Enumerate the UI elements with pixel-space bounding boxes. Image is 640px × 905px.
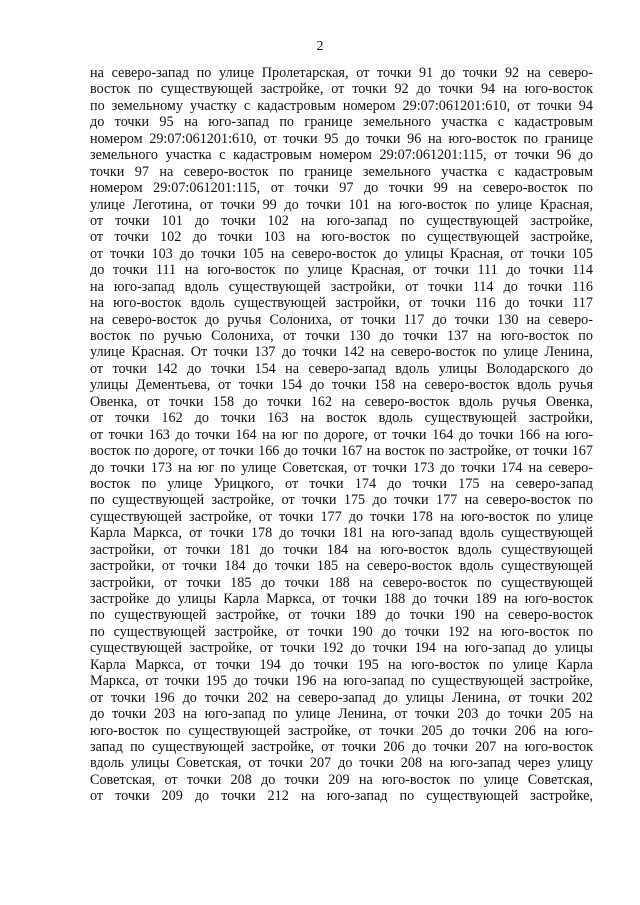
text-line: застройки, от точки 185 до точки 188 на северо-восток по существующей xyxy=(90,574,593,591)
text-line: по существующей застройке, от точки 189 до точки 190 на северо-восток xyxy=(90,607,593,624)
text-line: до точки 173 на юг по улице Советская, от точки 173 до точки 174 на северо- xyxy=(90,459,593,476)
text-line: Советская, от точки 208 до точки 209 на юго-восток по улице Советская, xyxy=(90,771,593,788)
text-line: улице Красная. От точки 137 до точки 142 на северо-восток по улице Ленина, xyxy=(90,344,593,361)
text-line: Карла Маркса, от точки 194 до точки 195 на юго-восток по улице Карла xyxy=(90,656,593,673)
text-line: застройки, от точки 184 до точки 185 на северо-восток вдоль существующей xyxy=(90,558,593,575)
text-line: вдоль улицы Советская, от точки 207 до точки 208 на юго-запад через улицу xyxy=(90,755,593,772)
text-line: на юго-восток вдоль существующей застройки, от точки 116 до точки 117 xyxy=(90,295,593,312)
text-line: от точки 102 до точки 103 на юго-восток по существующей застройке, xyxy=(90,229,593,246)
text-line: от точки 162 до точки 163 на восток вдоль существующей застройки, xyxy=(90,410,593,427)
text-line: Маркса, от точки 195 до точки 196 на юго-запад по существующей застройке, xyxy=(90,673,593,690)
text-line: от точки 142 до точки 154 на северо-запад вдоль улицы Володарского до xyxy=(90,360,593,377)
text-line: восток по улице Урицкого, от точки 174 до точки 175 на северо-запад xyxy=(90,475,593,492)
text-line: существующей застройке, от точки 192 до точки 194 на юго-запад до улицы xyxy=(90,640,593,657)
text-line: точки 97 на северо-восток по границе земельного участка с кадастровым xyxy=(90,163,593,180)
text-line: Карла Маркса, от точки 178 до точки 181 на юго-запад вдоль существующей xyxy=(90,525,593,542)
text-line: до точки 95 на юго-запад по границе земельного участка с кадастровым xyxy=(90,114,593,131)
text-line: застройки, от точки 181 до точки 184 на юго-восток вдоль существующей xyxy=(90,541,593,558)
text-line: восток по существующей застройке, от точки 92 до точки 94 на юго-восток xyxy=(90,81,593,98)
text-line: юго-восток по существующей застройке, от точки 205 до точки 206 на юго- xyxy=(90,722,593,739)
text-line: улицы Дементьева, от точки 154 до точки 158 на северо-восток вдоль ручья xyxy=(90,377,593,394)
body-text xyxy=(90,65,593,805)
text-line: по земельному участку с кадастровым номером 29:07:061201:610, от точки 94 xyxy=(90,97,593,114)
page-number: 2 xyxy=(316,39,324,54)
text-line: по существующей застройке, от точки 175 до точки 177 на северо-восток по xyxy=(90,492,593,509)
text-line: застройке до улицы Карла Маркса, от точки 188 до точки 189 на юго-восток xyxy=(90,591,593,607)
text-line: на юго-запад вдоль существующей застройки, от точки 114 до точки 116 xyxy=(90,278,593,295)
text-line: восток по дороге, от точки 166 до точки 167 на восток по застройке, от точки 167 xyxy=(90,443,593,460)
text-line: по существующей застройке, от точки 190 до точки 192 на юго-восток по xyxy=(90,623,593,640)
text-line: земельного участка с кадастровым номером 29:07:061201:115, от точки 96 до xyxy=(90,147,593,164)
text-line: восток по ручью Солониха, от точки 130 до точки 137 на юго-восток по xyxy=(90,328,593,344)
text-line: существующей застройке, от точки 177 до точки 178 на юго-восток по улице xyxy=(90,508,593,525)
text-line: Овенка, от точки 158 до точки 162 на северо-восток вдоль ручья Овенка, xyxy=(90,393,593,410)
text-line: от точки 163 до точки 164 на юг по дороге, от точки 164 до точки 166 на юго- xyxy=(90,426,593,443)
text-line: на северо-восток до ручья Солониха, от точки 117 до точки 130 на северо- xyxy=(90,311,593,328)
text-line: улице Леготина, от точки 99 до точки 101 на юго-восток по улице Красная, xyxy=(90,196,593,213)
text-line: номером 29:07:061201:610, от точки 95 до точки 96 на юго-восток по границе xyxy=(90,130,593,147)
text-line: до точки 203 на юго-запад по улице Ленина, от точки 203 до точки 205 на xyxy=(90,706,593,723)
text-line: от точки 103 до точки 105 на северо-восток до улицы Красная, от точки 105 xyxy=(90,245,593,262)
text-line: на северо-запад по улице Пролетарская, от точки 91 до точки 92 на северо- xyxy=(90,65,593,81)
text-line: номером 29:07:061201:115, от точки 97 до точки 99 на северо-восток по xyxy=(90,180,593,197)
text-line: от точки 196 до точки 202 на северо-запад до улицы Ленина, от точки 202 xyxy=(90,689,593,706)
text-line: до точки 111 на юго-восток по улице Красная, от точки 111 до точки 114 xyxy=(90,262,593,279)
text-line: от точки 101 до точки 102 на юго-запад по существующей застройке, xyxy=(90,212,593,229)
text-line: от точки 209 до точки 212 на юго-запад по существующей застройке, xyxy=(90,788,593,805)
text-line: запад по существующей застройке, от точки 206 до точки 207 на юго-восток xyxy=(90,738,593,755)
